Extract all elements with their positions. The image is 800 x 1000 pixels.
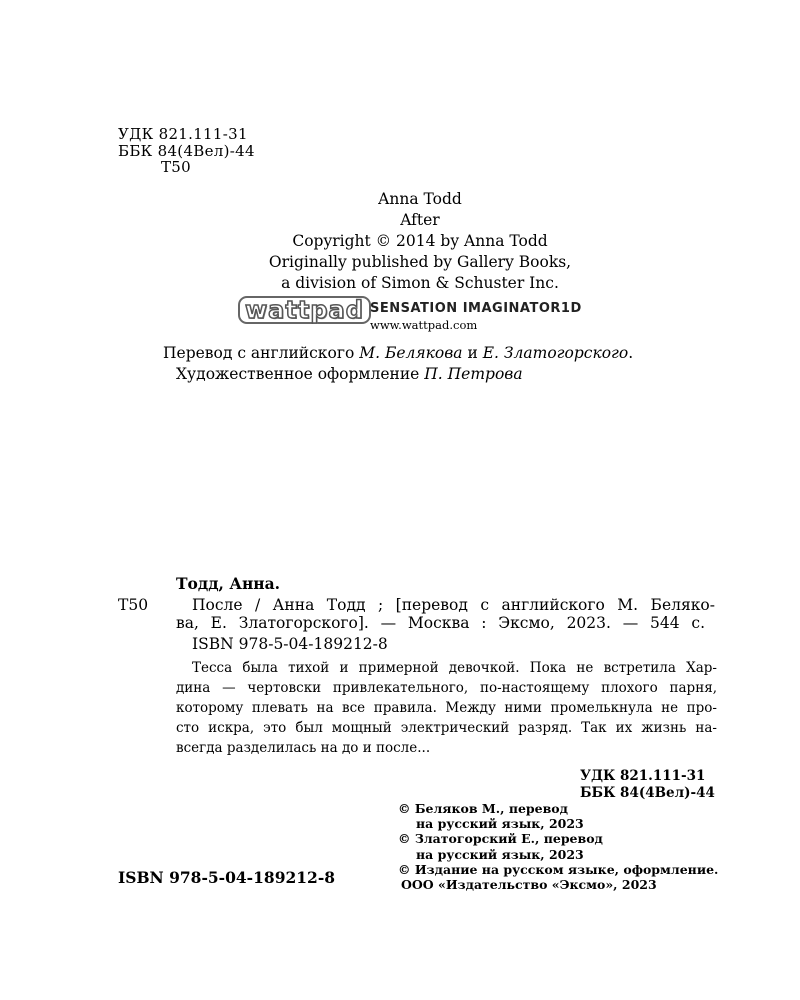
copyright-notice-3: © Издание на русском языке, оформление. (398, 861, 719, 877)
copyright-notice-2b: на русский язык, 2023 (416, 846, 584, 862)
original-title: After (400, 211, 440, 229)
catalog-isbn: ISBN 978-5-04-189212-8 (192, 635, 388, 653)
design-credit (176, 365, 523, 383)
annotation-line-1: Тесса была тихой и примерной девочкой. Пока не встретила Хар- (192, 660, 717, 676)
copyright-line: Copyright © 2014 by Anna Todd (292, 232, 548, 250)
design-prefix: Художественное оформление (176, 365, 420, 383)
udk-bottom: УДК 821.111-31 (580, 768, 706, 784)
bbk-bottom: ББК 84(4Вел)-44 (580, 785, 715, 801)
catalog-line-2: ва, Е. Златогорского]. — Москва : Эксмо, 2023. — 544 с. (176, 614, 705, 632)
bbk-top: ББК 84(4Вел)-44 (118, 142, 255, 160)
wattpad-logo (238, 296, 371, 324)
annotation-line-5: всегда разделилась на до и после... (176, 740, 431, 756)
copyright-notice-2: © Златогорский Е., перевод (398, 831, 603, 847)
copyright-notice-1: © Беляков М., перевод (398, 801, 568, 816)
catalog-line-1: После / Анна Тодд ; [перевод с английского М. Беляко- (192, 596, 715, 614)
wattpad-tagline: SENSATION IMAGINATOR1D (370, 301, 582, 316)
designer: П. Петрова (424, 365, 523, 383)
translation-and: и (467, 344, 478, 362)
annotation-line-4: сто искра, это был мощный электрический разряд. Так их жизнь на- (176, 720, 717, 736)
annotation-line-3: которому плевать на все правила. Между ними промелькнула не про- (176, 700, 717, 716)
original-author: Anna Todd (378, 190, 462, 208)
udk-top: УДК 821.111-31 (118, 125, 248, 143)
wattpad-logo-text: wattpad (238, 296, 371, 324)
copyright-notices (398, 801, 718, 892)
author-sign-top: Т50 (161, 158, 191, 176)
division-line: a division of Simon & Schuster Inc. (281, 274, 559, 292)
catalog-sign: Т50 (118, 596, 149, 614)
translator-1: М. Белякова (359, 344, 463, 362)
annotation-line-2: дина — чертовски привлекательного, по-настоящему плохого парня, (176, 680, 717, 696)
translator-2: Е. Златогорского (482, 344, 629, 362)
catalog-heading: Тодд, Анна. (176, 574, 281, 593)
translation-period: . (628, 344, 634, 362)
translation-credit (163, 344, 633, 362)
copyright-notice-1b: на русский язык, 2023 (416, 816, 584, 832)
isbn-bottom: ISBN 978-5-04-189212-8 (118, 868, 336, 887)
copyright-notice-3b: ООО «Издательство «Эксмо», 2023 (401, 877, 657, 893)
wattpad-url: www.wattpad.com (370, 318, 478, 332)
published-line: Originally published by Gallery Books, (268, 253, 572, 271)
translation-prefix: Перевод с английского (163, 344, 355, 362)
